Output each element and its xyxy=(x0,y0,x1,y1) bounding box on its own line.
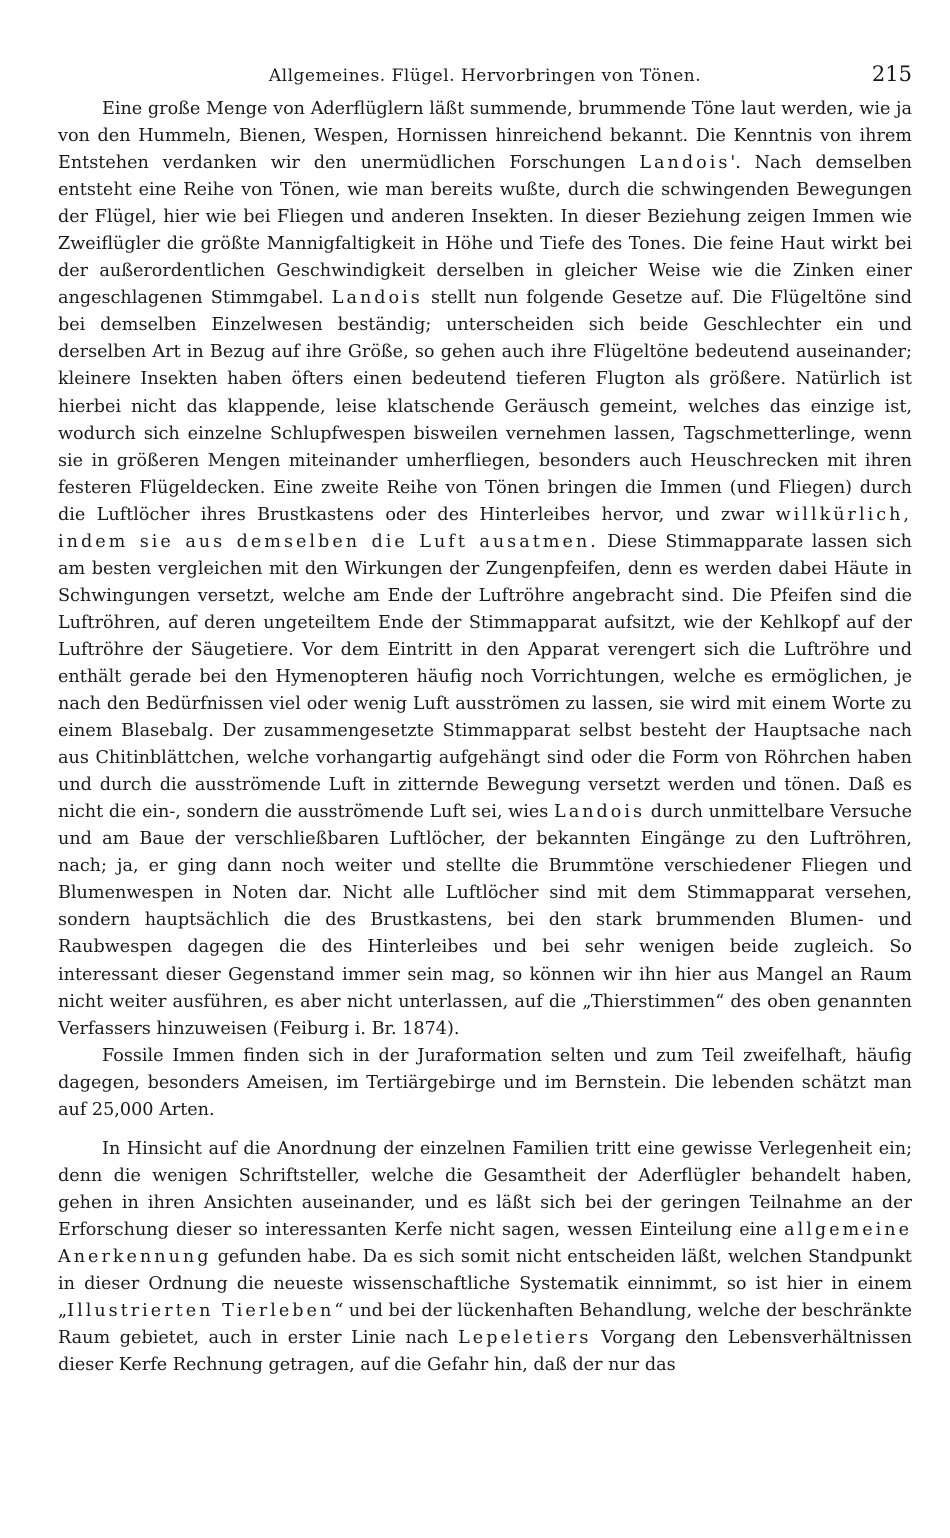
author-name-spaced: Lepeletiers xyxy=(458,1328,592,1349)
author-name-spaced: Landois xyxy=(331,288,423,309)
page-number: 215 xyxy=(871,62,912,86)
paragraph-classification xyxy=(58,1136,912,1379)
emphasis-spaced: allgemeine Anerkennung xyxy=(58,1219,912,1267)
text-run: “ und bei der lückenhaften Behandlung, welche der beschränkte Raum gebietet, auch in erster Linie nach xyxy=(58,1301,912,1349)
text-run: Eine große Menge von Aderflüglern läßt summende, brummende Töne laut werden, wie ja von den Hummeln, Bienen, Wespen, Hornissen hinreichend bekannt. Die Kenntnis von ihrem Entstehen verdanken wir den unermüdlichen Forschungen xyxy=(58,99,912,174)
text-run: durch unmittelbare Versuche und am Baue der verschließbaren Luftlöcher, der bekannten Eingänge zu den Luftröhren, nach; ja, er ging dann noch weiter und stellte die Brummtöne verschiedener Fliegen und Blumenwespen in Noten dar. Nicht alle Luftlöcher sind mit dem Stimmapparat versehen, sondern hauptsächlich die des Brustkastens, bei den stark brummenden Blumen- und Raubwespen dagegen die des Hinterleibes und bei sehr wenigen beide zugleich. So interessant dieser Gegenstand immer sein mag, so können wir ihn hier aus Mangel an Raum nicht weiter ausführen, es aber nicht unterlassen, auf die „Thierstimmen“ des oben genannten Verfassers hinzuweisen (Feiburg i. Br. 1874). xyxy=(58,802,912,1039)
author-name-spaced: Landois xyxy=(554,802,646,823)
text-run: Diese Stimmapparate lassen sich am besten vergleichen mit den Wirkungen der Zungenpfeifen, denn es werden dabei Häute in Schwingungen versetzt, welche am Ende der Luftröhre angebracht sind. Die Pfeifen sind die Luftröhren, auf deren ungeteiltem Ende der Stimmapparat aufsitzt, wie der Kehlkopf auf der Luftröhre der Säugetiere. Vor dem Eintritt in den Apparat verengert sich die Luftröhre und enthält gerade bei den Hymenopteren häufig noch Vorrichtungen, welche es ermöglichen, je nach den Bedürfnissen viel oder wenig Luft ausströmen zu lassen, sie wird mit einem Worte zu einem Blasebalg. Der zusammengesetzte Stimmapparat selbst besteht der Hauptsache nach aus Chitinblättchen, welche vorhangartig aufgehängt sind oder die Form von Röhrchen haben und durch die ausströmende Luft in zitternde Bewegung versetzt werden und tönen. Daß es nicht die ein-, sondern die ausströmende Luft sei, wies xyxy=(58,531,913,823)
text-run: gefunden habe. Da es sich somit nicht entscheiden läßt, welchen Standpunkt in dieser Ordnung die neueste wissenschaftliche Systematik einnimmt, so ist hier in einem „ xyxy=(58,1246,912,1322)
paragraph-fossils: Fossile Immen finden sich in der Juraformation selten und zum Teil zweifelhaft, häufig dagegen, besonders Ameisen, im Tertiärgebirge und im Bernstein. Die lebenden schätzt man auf 25,000 Arten. xyxy=(58,1045,912,1120)
emphasis-spaced: willkürlich, indem sie aus demselben die Luft ausatmen. xyxy=(58,504,912,552)
author-name-spaced: Landois xyxy=(639,153,731,174)
running-title: Allgemeines. Flügel. Hervorbringen von Tönen. xyxy=(268,66,702,86)
text-run: stellt nun folgende Gesetze auf. Die Flügeltöne sind bei demselben Einzelwesen beständig; unterscheiden sich beide Geschlechter ein und derselben Art in Bezug auf ihre Größe, so gehen auch ihre Flügeltöne bedeutend auseinander; kleinere Insekten haben öfters einen bedeutend tieferen Flugton als größere. Natürlich ist hierbei nicht das klappende, leise klatschende Geräusch gemeint, welches das einzige ist, wodurch sich einzelne Schlupfwespen bisweilen vernehmen lassen, Tagschmetterlinge, wenn sie in größeren Mengen miteinander umherfliegen, besonders auch Heuschrecken mit ihren festeren Flügeldecken. Eine zweite Reihe von Tönen bringen die Immen (und Fliegen) durch die Luftlöcher ihres Brustkastens oder des Hinterleibes hervor, und zwar xyxy=(58,288,912,525)
text-run: In Hinsicht auf die Anordnung der einzelnen Familien tritt eine gewisse Verlegenheit ein; denn die wenigen Schriftsteller, welche die Gesamtheit der Aderflügler behandelt haben, gehen in ihren Ansichten auseinander, und es läßt sich bei der geringen Teilnahme an der Erforschung dieser so interessanten Kerfe nicht sagen, wessen Einteilung eine xyxy=(58,1138,912,1240)
text-run: '. Nach demselben entsteht eine Reihe von Tönen, wie man bereits wußte, durch die schwingenden Bewegungen der Flügel, hier wie bei Fliegen und anderen Insekten. In dieser Beziehung zeigen Immen wie Zweiflügler die größte Mannigfaltigkeit in Höhe und Tiefe des Tones. Die feine Haut wirkt bei der außerordentlichen Geschwindigkeit derselben in gleicher Weise wie die Zinken einer angeschlagenen Stimmgabel. xyxy=(58,153,912,309)
paragraph-sounds xyxy=(58,96,912,1043)
book-title-spaced: Illustrierten Tierleben xyxy=(67,1301,335,1322)
running-header xyxy=(58,58,912,96)
text-run: Vorgang den Lebensverhältnissen dieser Kerfe Rechnung getragen, auf die Gefahr hin, daß der nur das xyxy=(58,1328,912,1376)
book-page xyxy=(58,58,912,1379)
